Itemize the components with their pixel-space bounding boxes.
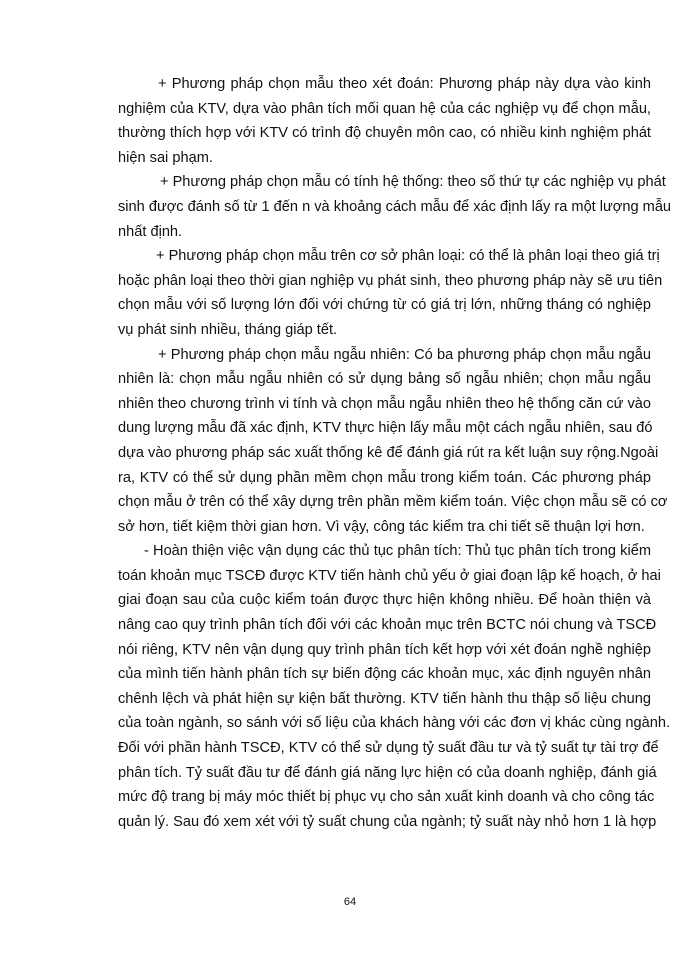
text-line: chênh lệch và phát hiện sự kiện bất thường. KTV tiến hành thu thập số liệu chung <box>118 690 651 707</box>
text-line: phân tích. Tỷ suất đầu tư để đánh giá năng lực hiện có của doanh nghiệp, đánh giá <box>118 764 657 781</box>
paragraph <box>118 244 663 342</box>
text-line: hoặc phân loại theo thời gian nghiệp vụ phát sinh, theo phương pháp này sẽ ưu tiên <box>118 272 663 289</box>
page-number: 64 <box>343 896 357 908</box>
text-line: - Hoàn thiện việc vận dụng các thủ tục phân tích: Thủ tục phân tích trong kiểm <box>144 543 651 560</box>
text-line: nhiên theo chương trình vi tính và chọn mẫu ngẫu nhiên theo hệ thống căn cứ vào <box>118 395 651 412</box>
text-line: vụ phát sinh nhiều, tháng giáp tết. <box>118 321 338 338</box>
paragraph <box>118 72 651 170</box>
text-line: dung lượng mẫu đã xác định, KTV thực hiện lấy mẫu một cách ngẫu nhiên, sau đó <box>118 420 653 437</box>
text-line: + Phương pháp chọn mẫu theo xét đoán: Phương pháp này dựa vào kinh <box>158 76 651 92</box>
text-line: sinh được đánh số từ 1 đến n và khoảng cách mẫu để xác định lấy ra một lượng mẫu <box>118 198 672 215</box>
text-line: của toàn ngành, so sánh với số liệu của khách hàng với các đơn vị khác cùng ngành. <box>118 715 671 732</box>
text-line: thường thích hợp với KTV có trình độ chuyên môn cao, có nhiều kinh nghiệm phát <box>118 125 651 142</box>
text-line: quản lý. Sau đó xem xét với tỷ suất chung của ngành; tỷ suất này nhỏ hơn 1 là hợp <box>118 813 657 830</box>
text-line: nhất định. <box>118 223 183 240</box>
text-line: + Phương pháp chọn mẫu ngẫu nhiên: Có ba phương pháp chọn mẫu ngẫu <box>158 346 651 363</box>
paragraph <box>118 343 668 540</box>
text-line: toán khoản mục TSCĐ được KTV tiến hành chủ yếu ở giai đoạn lập kế hoạch, ở hai <box>118 567 661 584</box>
body-text <box>118 72 672 834</box>
text-line: nói riêng, KTV nên vận dụng quy trình phân tích kết hợp với xét đoán nghề nghiệp <box>118 641 651 658</box>
text-line: Đối với phần hành TSCĐ, KTV có thể sử dụng tỷ suất đầu tư và tỷ suất tự tài trợ để <box>118 740 659 757</box>
text-line: ra, KTV có thể sử dụng phần mềm chọn mẫu trong kiểm toán. Các phương pháp <box>118 469 651 486</box>
paragraph <box>118 170 672 244</box>
text-line: + Phương pháp chọn mẫu trên cơ sở phân loại: có thể là phân loại theo giá trị <box>156 248 660 265</box>
text-line: nghiệm của KTV, dựa vào phân tích mối quan hệ của các nghiệp vụ để chọn mẫu, <box>118 100 651 117</box>
text-line: nâng cao quy trình phân tích đối với các khoản mục trên BCTC nói chung và TSCĐ <box>118 617 657 634</box>
text-line: của mình tiến hành phân tích sự biến động các khoản mục, xác định nguyên nhân <box>118 666 651 683</box>
paragraph <box>118 539 671 834</box>
text-line: mức độ trang bị máy móc thiết bị phục vụ cho sản xuất kinh doanh và cho công tác <box>118 789 655 806</box>
text-line: + Phương pháp chọn mẫu có tính hệ thống: theo số thứ tự các nghiệp vụ phát <box>160 174 666 191</box>
text-line: chọn mẫu với số lượng lớn đối với chứng từ có giá trị lớn, những tháng có nghiệp <box>118 297 651 314</box>
text-line: nhiên là: chọn mẫu ngẫu nhiên có sử dụng bảng số ngẫu nhiên; chọn mẫu ngẫu <box>118 371 651 388</box>
text-line: dựa vào phương pháp sác xuất thống kê để đánh giá rút ra kết luận suy rộng.Ngoài <box>118 444 659 461</box>
text-line: giai đoạn sau của cuộc kiểm toán được thực hiện không nhiều. Để hoàn thiện và <box>118 592 651 609</box>
text-line: chọn mẫu ở trên có thể xây dựng trên phần mềm kiểm toán. Việc chọn mẫu sẽ có cơ <box>118 494 668 511</box>
text-line: sở hơn, tiết kiệm thời gian hơn. Vì vậy, công tác kiểm tra chi tiết sẽ thuận lợi hơn. <box>118 518 645 535</box>
text-line: hiện sai phạm. <box>118 149 213 166</box>
